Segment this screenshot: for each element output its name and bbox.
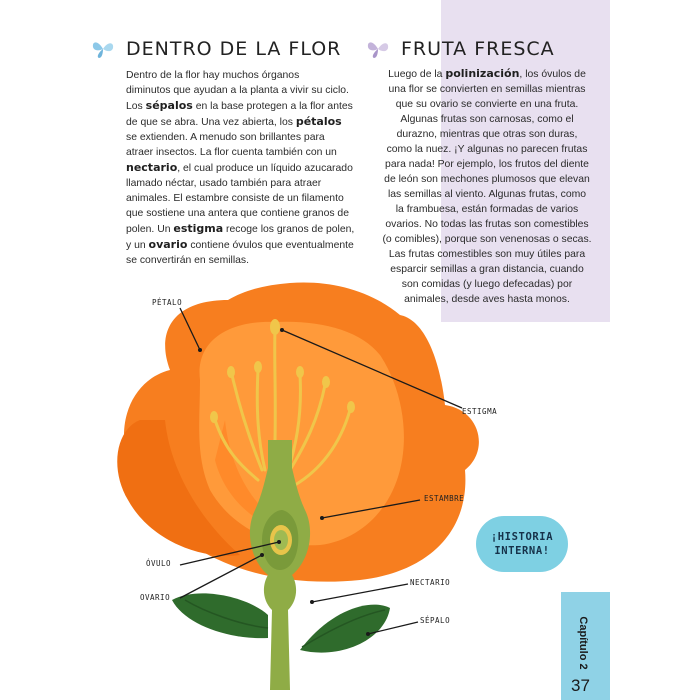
text-segment: Las frutas comestibles son muy útiles para: [388, 249, 586, 260]
badge-line-1: ¡HISTORIA: [490, 531, 554, 543]
section-title-dentro-de-la-flor: DENTRO DE LA FLOR: [126, 38, 342, 60]
chapter-label-text: Capítulo 2: [577, 616, 589, 670]
text-segment: animales. El estambre consiste de un filamento: [126, 193, 344, 204]
label-estambre: ESTAMBRE: [424, 494, 465, 503]
text-segment: esparcir semillas a gran distancia, cuando: [390, 264, 584, 275]
label-nectario: NECTARIO: [410, 578, 451, 587]
pointer-ovario: [180, 555, 262, 598]
text-segment: durazno, mientras que otras son duras,: [396, 129, 578, 140]
text-segment: contiene óvulos que eventualmente: [187, 240, 354, 251]
keyword: polinización: [445, 67, 520, 80]
text-segment: en la base protegen a la flor antes: [192, 101, 353, 112]
text-segment: llamado néctar, usado también para atraer: [126, 178, 322, 189]
keyword: ovario: [148, 238, 188, 251]
text-segment: de que se abra. Una vez abierta, los: [126, 117, 296, 128]
text-segment: la frambuesa, están formadas de varios: [395, 204, 579, 215]
text-segment: atraer insectos. La flor cuenta también con un: [126, 147, 337, 158]
keyword: sépalos: [145, 99, 193, 112]
text-segment: se extienden. A menudo son brillantes para: [126, 132, 325, 143]
label-ovulo: ÓVULO: [146, 559, 172, 568]
text-segment: las semillas al viento. Algunas frutas, como: [387, 189, 587, 200]
keyword: estigma: [173, 222, 224, 235]
label-petalo: PÉTALO: [152, 298, 183, 307]
text-segment: Luego de la: [388, 69, 446, 80]
keyword: pétalos: [295, 115, 342, 128]
text-segment: de león son mechones plumosos que elevan: [384, 174, 590, 185]
text-segment: , el cual produce un líquido azucarado: [177, 163, 353, 174]
pointer-nectario: [312, 584, 408, 602]
text-segment: recoge los granos de polen,: [223, 224, 355, 235]
chapter-label: [573, 608, 593, 678]
text-segment: como la nuez. ¡Y algunas no parecen frutas: [386, 144, 588, 155]
text-segment: para nada! Por ejemplo, los frutos del diente: [385, 159, 589, 170]
text-segment: son comidas (y luego defecadas) por: [401, 279, 573, 290]
label-ovario: OVARIO: [140, 593, 171, 602]
text-segment: animales, desde aves hasta monos.: [404, 294, 570, 305]
text-segment: , los óvulos de: [519, 69, 586, 80]
text-segment: Dentro de la flor hay muchos órganos: [126, 70, 300, 81]
badge-line-2: INTERNA!: [494, 545, 550, 557]
keyword: nectario: [126, 161, 178, 174]
text-segment: polen. Un: [126, 224, 174, 235]
label-sepalo: SÉPALO: [420, 616, 451, 625]
text-segment: Algunas frutas son carnosas, como el: [400, 114, 574, 125]
text-segment: que sostiene una antera que contiene granos de: [126, 208, 349, 219]
label-estigma: ESTIGMA: [462, 407, 498, 416]
historia-interna-badge: [476, 516, 568, 572]
page-number: 37: [571, 676, 590, 695]
text-segment: Los: [126, 101, 146, 112]
text-segment: se convertirán en semillas.: [126, 255, 250, 266]
text-segment: que su ovario se convierte en una fruta.: [395, 99, 579, 110]
text-segment: una flor se convierten en semillas mientras: [388, 84, 586, 95]
text-segment: ovarios. No todas las frutas son comestibles: [385, 219, 589, 230]
text-segment: y un: [126, 240, 149, 251]
text-segment: (o comibles), porque son venenosas o secas.: [382, 234, 592, 245]
text-segment: diminutos que ayudan a la planta a vivir su ciclo.: [126, 85, 349, 96]
section-title-fruta-fresca: FRUTA FRESCA: [401, 38, 555, 60]
